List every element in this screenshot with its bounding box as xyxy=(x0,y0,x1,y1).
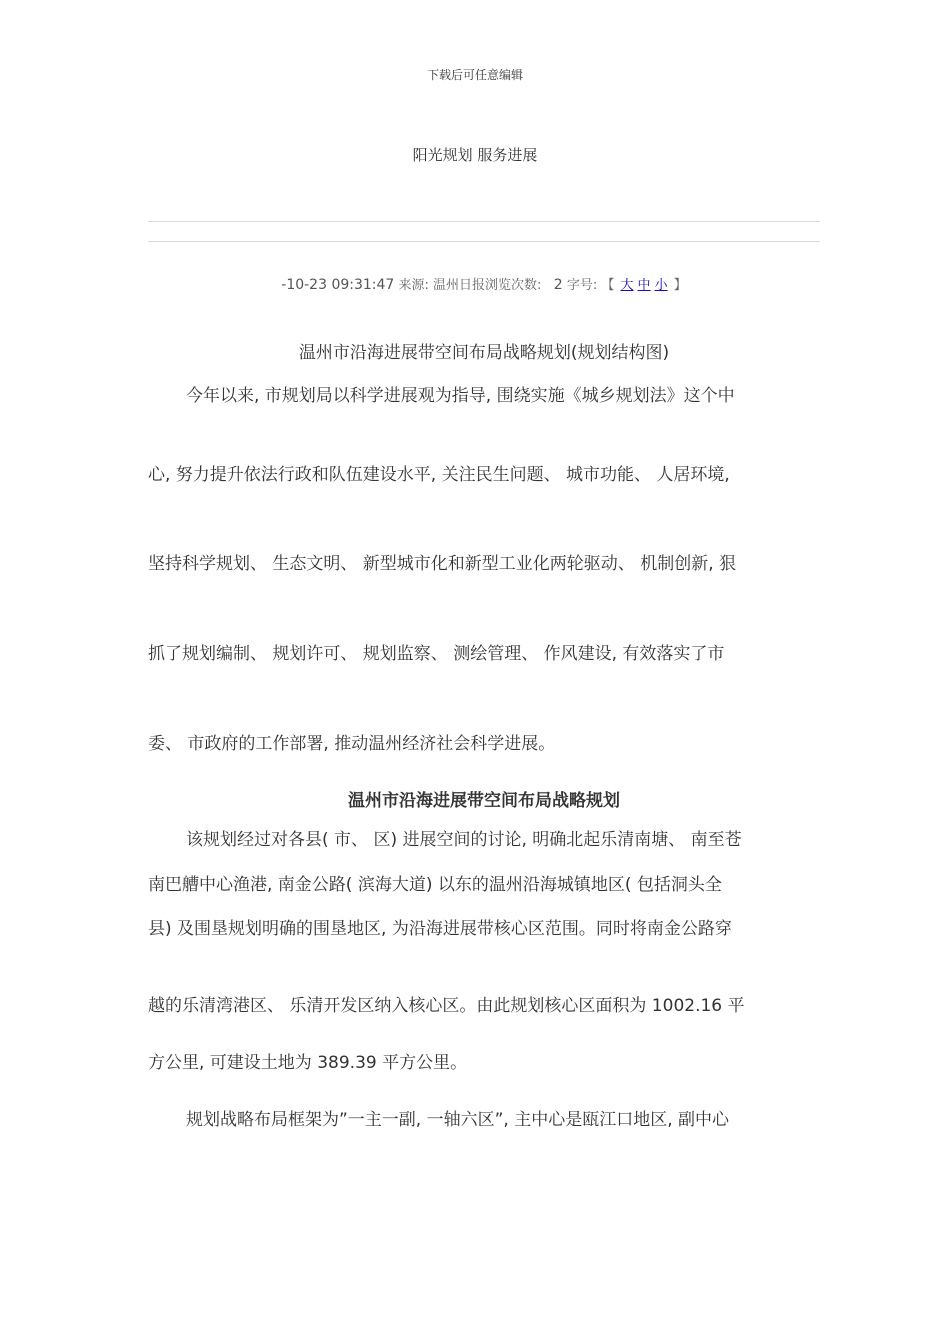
paragraph-line: 抓了规划编制、 规划许可、 规划监察、 测绘管理、 作风建设, 有效落实了市 xyxy=(148,644,725,664)
page-title: 阳光规划 服务进展 xyxy=(412,146,538,164)
publish-datetime: -10-23 09:31:47 xyxy=(281,277,395,293)
bracket-close: 】 xyxy=(673,278,687,293)
bracket-open: 【 xyxy=(601,278,615,293)
article-meta xyxy=(148,274,820,293)
paragraph-line: 心, 努力提升依法行政和队伍建设水平, 关注民生问题、 城市功能、 人居环境, xyxy=(148,465,730,485)
paragraph-line: 越的乐清湾港区、 乐清开发区纳入核心区。由此规划核心区面积为 1002.16 平 xyxy=(148,996,745,1016)
paragraph-line: 南巴艚中心渔港, 南金公路( 滨海大道) 以东的温州沿海城镇地区( 包括洞头全 xyxy=(148,875,722,895)
font-size-large-link[interactable]: 大 xyxy=(620,278,634,293)
paragraph-line: 委、 市政府的工作部署, 推动温州经济社会科学进展。 xyxy=(148,734,556,754)
paragraph-line: 县) 及围垦规划明确的围垦地区, 为沿海进展带核心区范围。同时将南金公路穿 xyxy=(148,919,732,939)
font-size-small-link[interactable]: 小 xyxy=(654,278,668,293)
section-heading: 温州市沿海进展带空间布局战略规划 xyxy=(348,791,620,811)
header-note: 下载后可任意编辑 xyxy=(426,68,523,82)
paragraph-line: 坚持科学规划、 生态文明、 新型城市化和新型工业化两轮驱动、 机制创新, 狠 xyxy=(148,554,737,574)
divider xyxy=(148,221,820,222)
font-size-medium-link[interactable]: 中 xyxy=(637,278,651,293)
source-label: 来源: 温州日报 xyxy=(398,278,485,293)
views-count: 2 xyxy=(553,277,563,293)
paragraph-line: 规划战略布局框架为”一主一副, 一轴六区”, 主中心是瓯江口地区, 副中心 xyxy=(186,1110,730,1130)
views-label: 浏览次数: xyxy=(484,278,542,293)
paragraph-line: 方公里, 可建设土地为 389.39 平方公里。 xyxy=(148,1053,468,1073)
image-caption: 温州市沿海进展带空间布局战略规划(规划结构图) xyxy=(298,343,670,363)
divider xyxy=(148,241,820,242)
paragraph-line: 该规划经过对各县( 市、 区) 进展空间的讨论, 明确北起乐清南塘、 南至苍 xyxy=(186,830,742,850)
paragraph-line: 今年以来, 市规划局以科学进展观为指导, 围绕实施《城乡规划法》这个中 xyxy=(186,386,735,406)
fontsize-label: 字号: xyxy=(566,278,598,293)
